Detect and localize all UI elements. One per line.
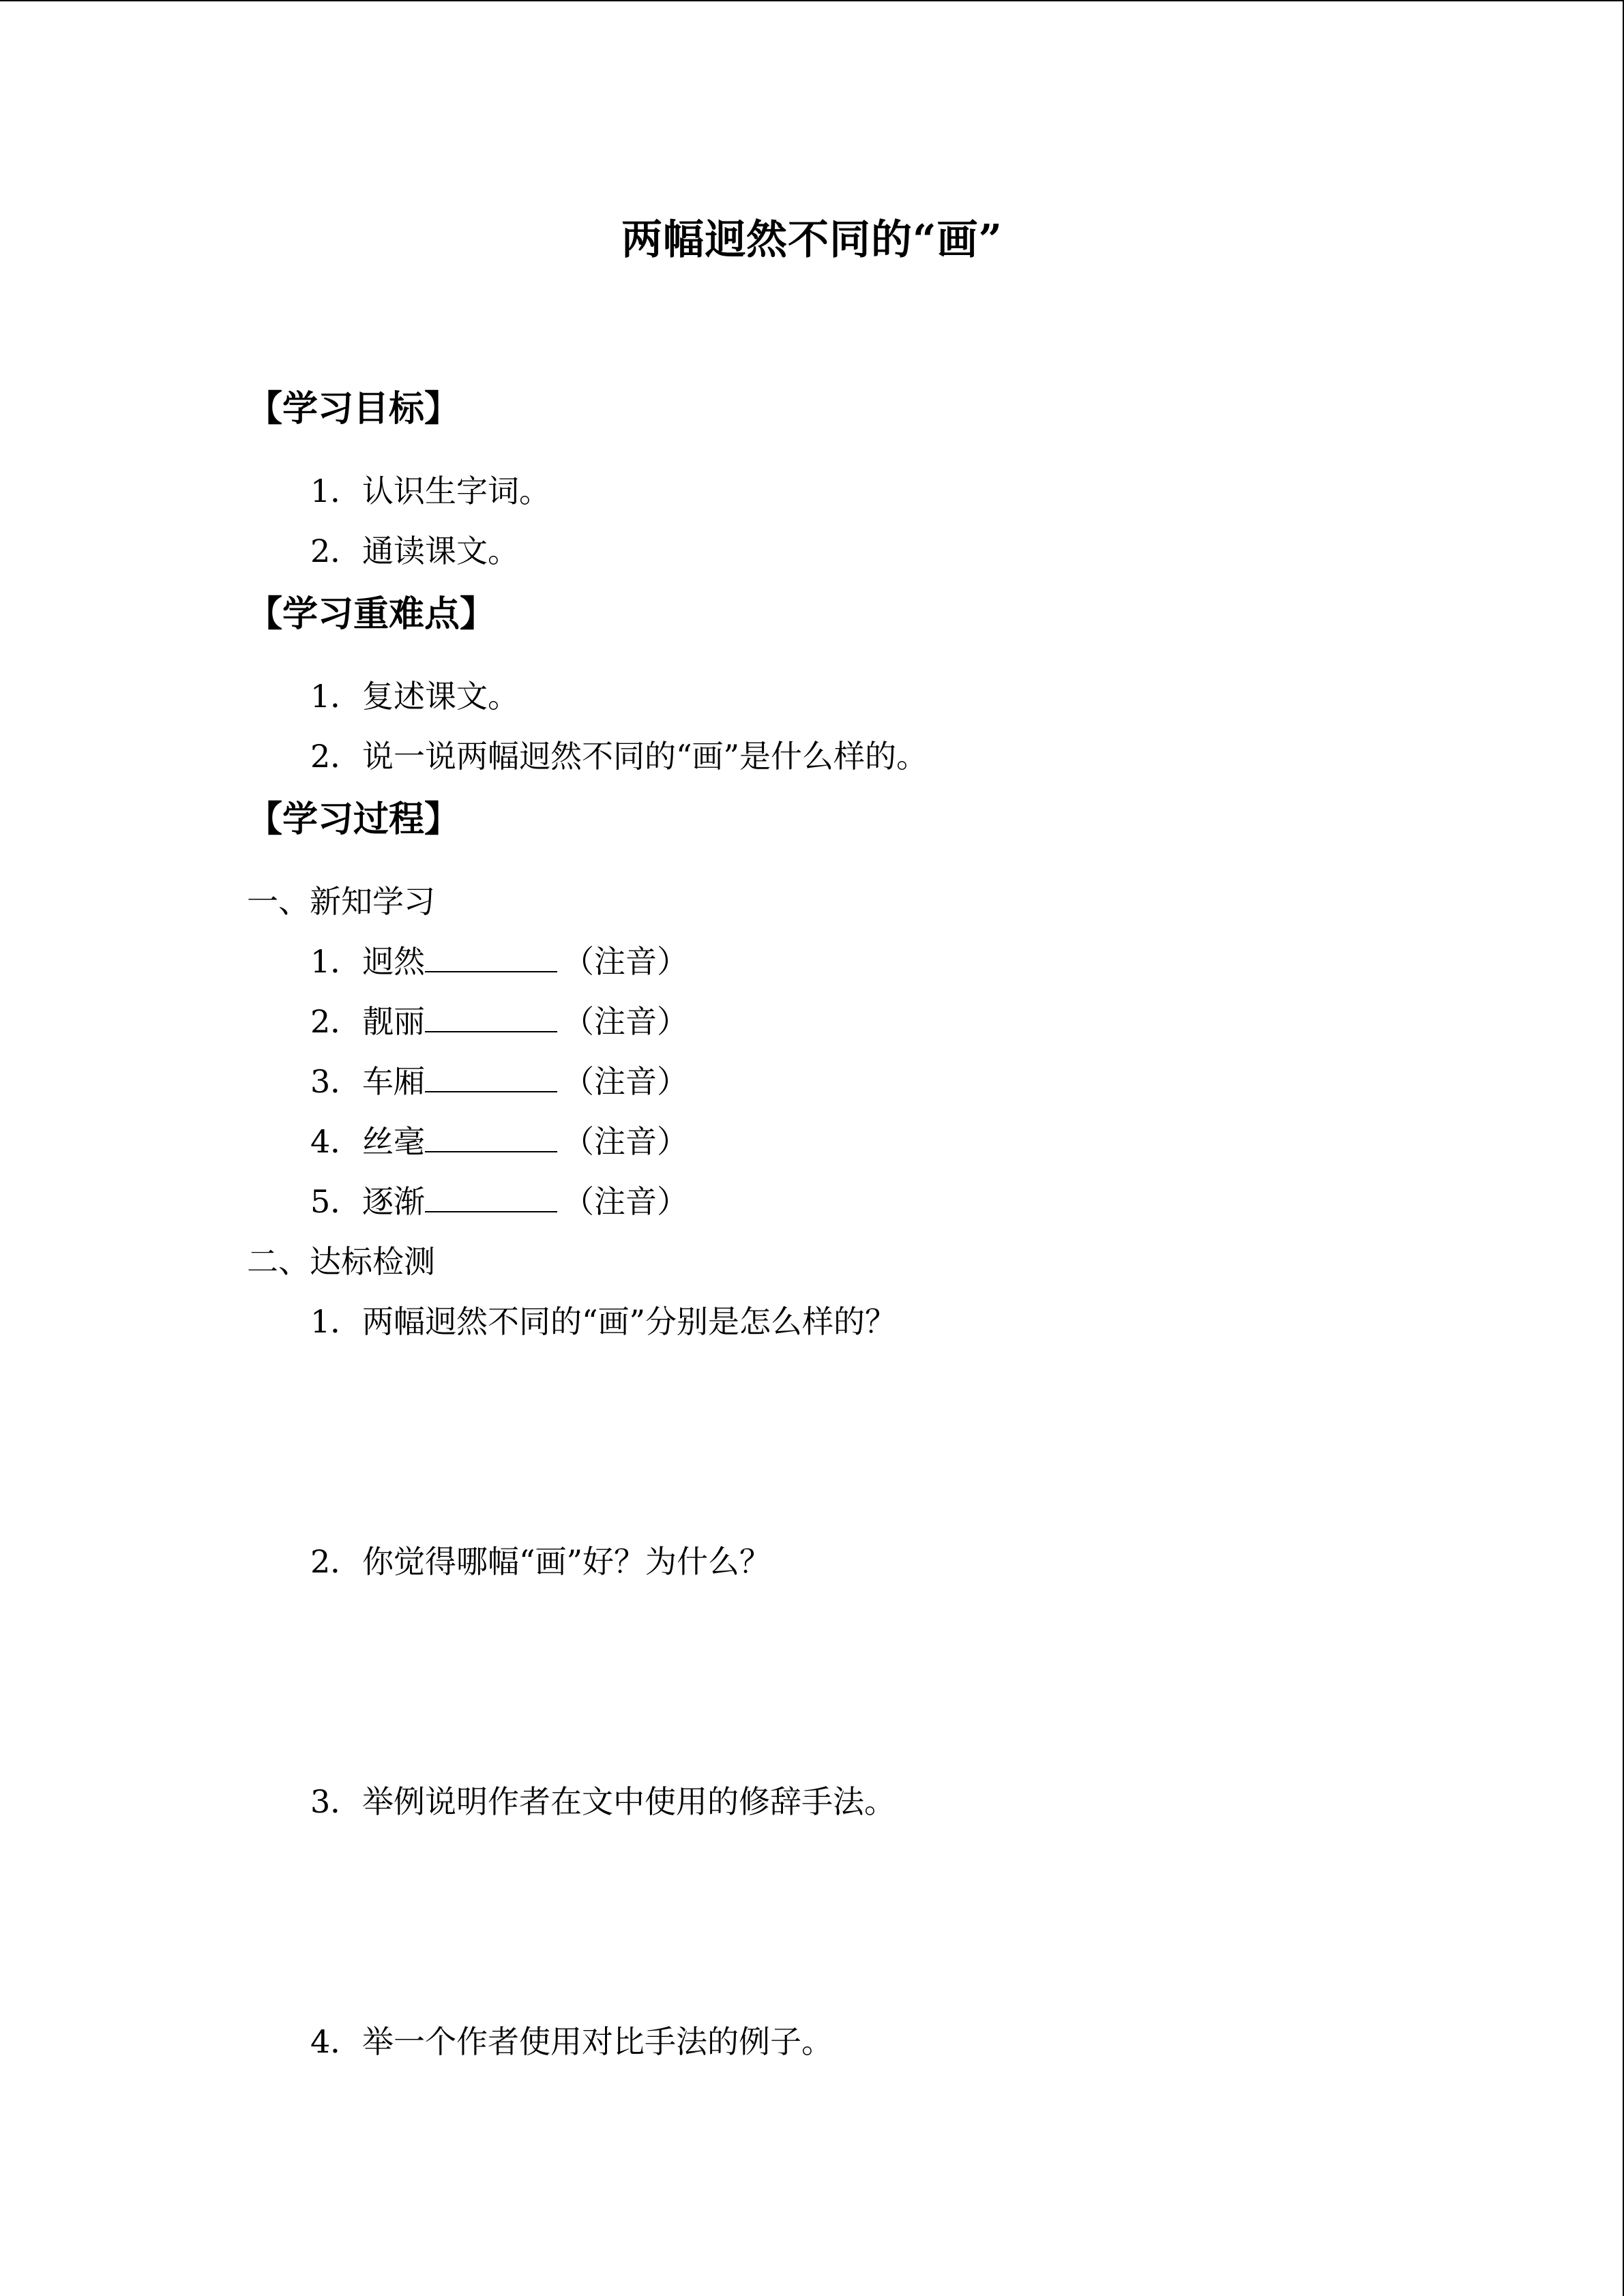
vocab-note: （注音） — [563, 1063, 688, 1100]
heading-key-points: 【学习重难点】 — [247, 593, 496, 635]
section-standard-test: 二、达标检测 — [247, 1243, 435, 1280]
item-text: 复述课文。 — [362, 678, 519, 715]
pinyin-blank[interactable] — [425, 1121, 557, 1152]
goal-item-1 — [310, 467, 550, 515]
question-text: 两幅迥然不同的“画”分别是怎么样的？ — [362, 1303, 897, 1340]
goal-item-2 — [310, 527, 519, 575]
vocab-word: 丝毫 — [362, 1123, 425, 1160]
question-2 — [310, 1538, 771, 1585]
heading-learning-goals: 【学习目标】 — [247, 388, 460, 430]
item-number: 2． — [310, 1003, 362, 1040]
vocab-note: （注音） — [563, 943, 688, 980]
item-number: 1． — [310, 473, 362, 509]
vocab-note: （注音） — [563, 1123, 688, 1160]
question-text: 你觉得哪幅“画”好？为什么？ — [362, 1543, 771, 1580]
vocab-word: 靓丽 — [362, 1003, 425, 1040]
key-point-item-1 — [310, 672, 519, 720]
item-number: 2． — [310, 738, 362, 775]
item-text: 说一说两幅迥然不同的“画”是什么样的。 — [362, 738, 928, 775]
question-3 — [310, 1778, 896, 1825]
item-text: 通读课文。 — [362, 533, 519, 569]
vocab-item-4 — [310, 1118, 688, 1165]
question-4 — [310, 2018, 833, 2066]
question-number: 2． — [310, 1543, 362, 1580]
question-text: 举例说明作者在文中使用的修辞手法。 — [362, 1783, 896, 1820]
pinyin-blank[interactable] — [425, 1061, 557, 1092]
item-number: 3． — [310, 1063, 362, 1100]
section-new-knowledge: 一、新知学习 — [247, 883, 435, 920]
vocab-item-2 — [310, 998, 688, 1045]
pinyin-blank[interactable] — [425, 941, 557, 972]
vocab-item-3 — [310, 1058, 688, 1105]
question-text: 举一个作者使用对比手法的例子。 — [362, 2023, 833, 2060]
vocab-word: 逐渐 — [362, 1183, 425, 1220]
question-number: 1． — [310, 1303, 362, 1340]
pinyin-blank[interactable] — [425, 1181, 557, 1212]
item-text: 认识生字词。 — [362, 473, 550, 509]
document-title: 两幅迥然不同的“画” — [621, 216, 1003, 264]
question-number: 3． — [310, 1783, 362, 1820]
vocab-note: （注音） — [563, 1003, 688, 1040]
vocab-word: 车厢 — [362, 1063, 425, 1100]
item-number: 2． — [310, 533, 362, 569]
heading-learning-process: 【学习过程】 — [247, 799, 460, 840]
item-number: 4． — [310, 1123, 362, 1160]
vocab-item-5 — [310, 1178, 688, 1225]
item-number: 1． — [310, 943, 362, 980]
vocab-word: 迥然 — [362, 943, 425, 980]
question-1 — [310, 1298, 896, 1345]
question-number: 4． — [310, 2023, 362, 2060]
vocab-item-1 — [310, 938, 688, 985]
vocab-note: （注音） — [563, 1183, 688, 1220]
item-number: 5． — [310, 1183, 362, 1220]
item-number: 1． — [310, 678, 362, 715]
pinyin-blank[interactable] — [425, 1001, 557, 1032]
key-point-item-2 — [310, 732, 928, 780]
